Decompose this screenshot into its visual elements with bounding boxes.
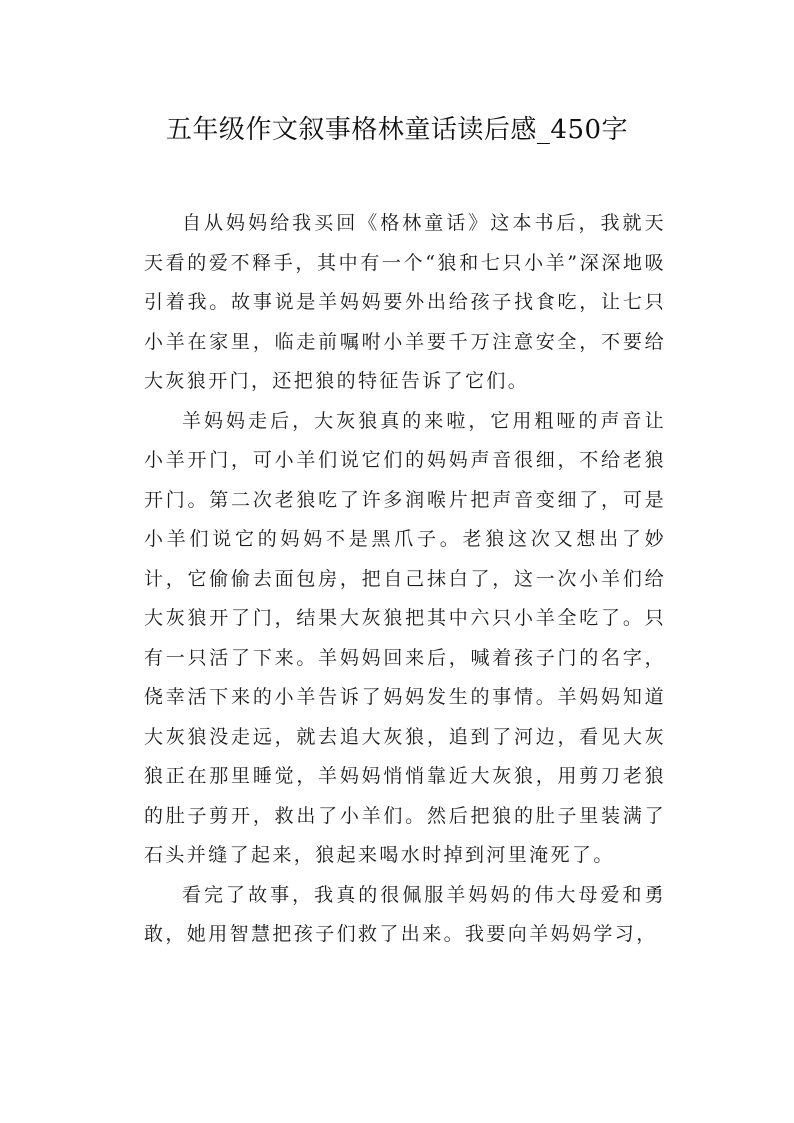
document-body <box>144 204 666 955</box>
paragraph-1: 自从妈妈给我买回《格林童话》这本书后，我就天天看的爱不释手，其中有一个“狼和七只小羊”深深地吸引着我。故事说是羊妈妈要外出给孩子找食吃，让七只小羊在家里，临走前嘱咐小羊要千万注意安全，不要给大灰狼开门，还把狼的特征告诉了它们。 <box>144 212 666 392</box>
paragraph-2: 羊妈妈走后，大灰狼真的来啦，它用粗哑的声音让小羊开门，可小羊们说它们的妈妈声音很细，不给老狼开门。第二次老狼吃了许多润喉片把声音变细了，可是小羊们说它的妈妈不是黑爪子。老狼这次又想出了妙计，它偷偷去面包房，把自己抹白了，这一次小羊们给大灰狼开了门，结果大灰狼把其中六只小羊全吃了。只有一只活了下来。羊妈妈回来后，喊着孩子门的名字，侥幸活下来的小羊告诉了妈妈发生的事情。羊妈妈知道大灰狼没走远，就去追大灰狼，追到了河边，看见大灰狼正在那里睡觉，羊妈妈悄悄靠近大灰狼，用剪刀老狼的肚子剪开，救出了小羊们。然后把狼的肚子里装满了石头并缝了起来，狼起来喝水时掉到河里淹死了。 <box>144 409 666 866</box>
document-title: 五年级作文叙事格林童话读后感_450字 <box>165 115 629 145</box>
paragraph-3: 看完了故事，我真的很佩服羊妈妈的伟大母爱和勇敢，她用智慧把孩子们救了出来。我要向羊妈妈学习， <box>144 883 666 945</box>
